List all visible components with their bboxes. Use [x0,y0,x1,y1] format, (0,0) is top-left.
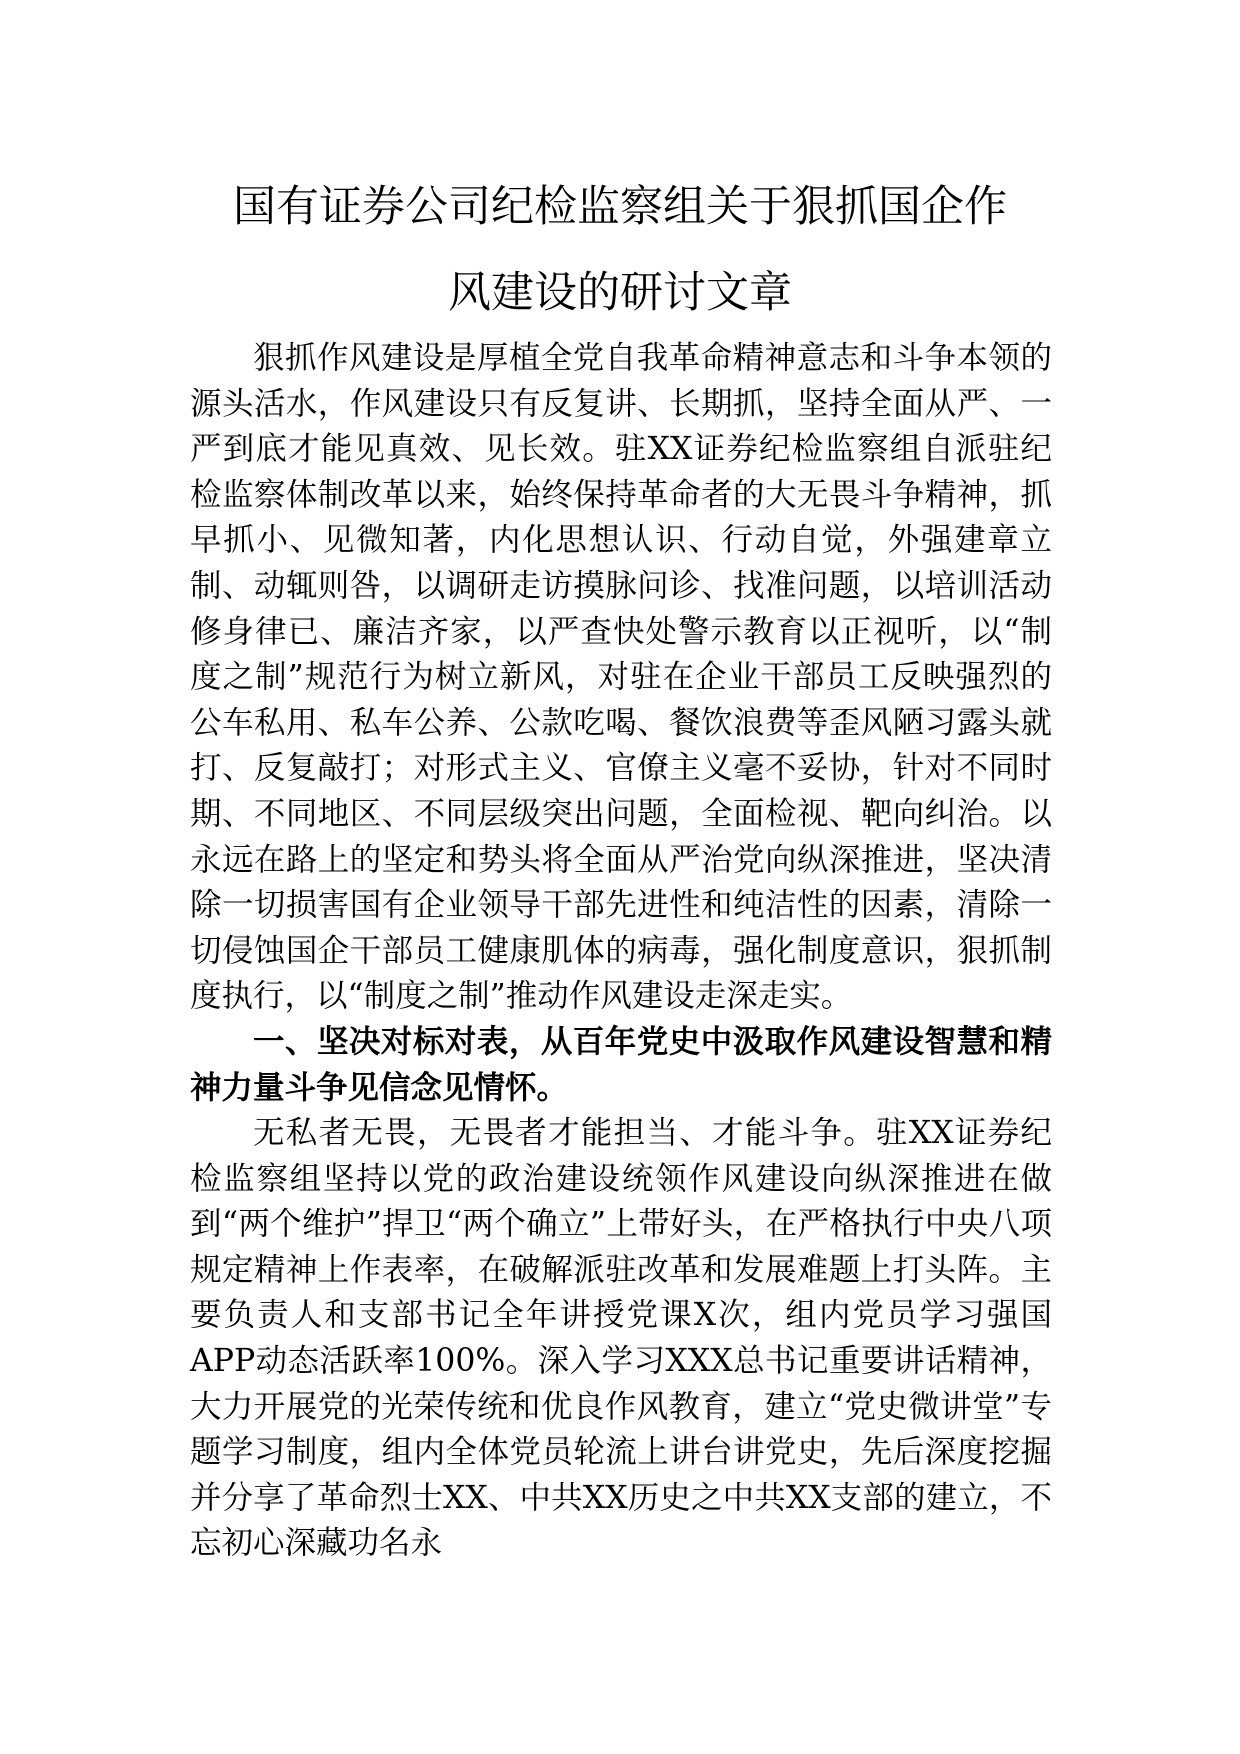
document-body [190,336,1052,1567]
document-title [160,164,1080,336]
title-line-1: 国有证券公司纪检监察组关于狠抓国企作 [233,182,1007,232]
body-paragraph-section-1: 无私者无畏，无畏者才能担当、才能斗争。驻XX证券纪检监察组坚持以党的政治建设统领作风建设向纵深推进在做到“两个维护”捍卫“两个确立”上带好头，在严格执行中央八项规定精神上作表率，在破解派驻改革和发展难题上打头阵。主要负责人和支部书记全年讲授党课X次，组内党员学习强国APP动态活跃率100%。深入学习XXX总书记重要讲话精神，大力开展党的光荣传统和优良作风教育，建立“党史微讲堂”专题学习制度，组内全体党员轮流上讲台讲党史，先后深度挖掘并分享了革命烈士XX、中共XX历史之中共XX支部的建立，不忘初心深藏功名永 [190,1115,1052,1562]
body-paragraph-intro: 狠抓作风建设是厚植全党自我革命精神意志和斗争本领的源头活水，作风建设只有反复讲、长期抓，坚持全面从严、一严到底才能见真效、见长效。驻XX证券纪检监察组自派驻纪检监察体制改革以来，始终保持革命者的大无畏斗争精神，抓早抓小、见微知著，内化思想认识、行动自觉，外强建章立制、动辄则咎，以调研走访摸脉问诊、找准问题，以培训活动修身律已、廉洁齐家，以严查快处警示教育以正视听，以“制度之制”规范行为树立新风，对驻在企业干部员工反映强烈的公车私用、私车公养、公款吃喝、餐饮浪费等歪风陋习露头就打、反复敲打；对形式主义、官僚主义毫不妥协，针对不同时期、不同地区、不同层级突出问题，全面检视、靶向纠治。以永远在路上的坚定和势头将全面从严治党向纵深推进，坚决清除一切损害国有企业领导干部先进性和纯洁性的因素，清除一切侵蚀国企干部员工健康肌体的病毒，强化制度意识，狠抓制度执行，以“制度之制”推动作风建设走深走实。 [190,340,1052,1015]
title-line-2: 风建设的研讨文章 [448,268,792,318]
section-heading-1: 一、坚决对标对表，从百年党史中汲取作风建设智慧和精神力量斗争见信念见情怀。 [190,1023,1052,1106]
